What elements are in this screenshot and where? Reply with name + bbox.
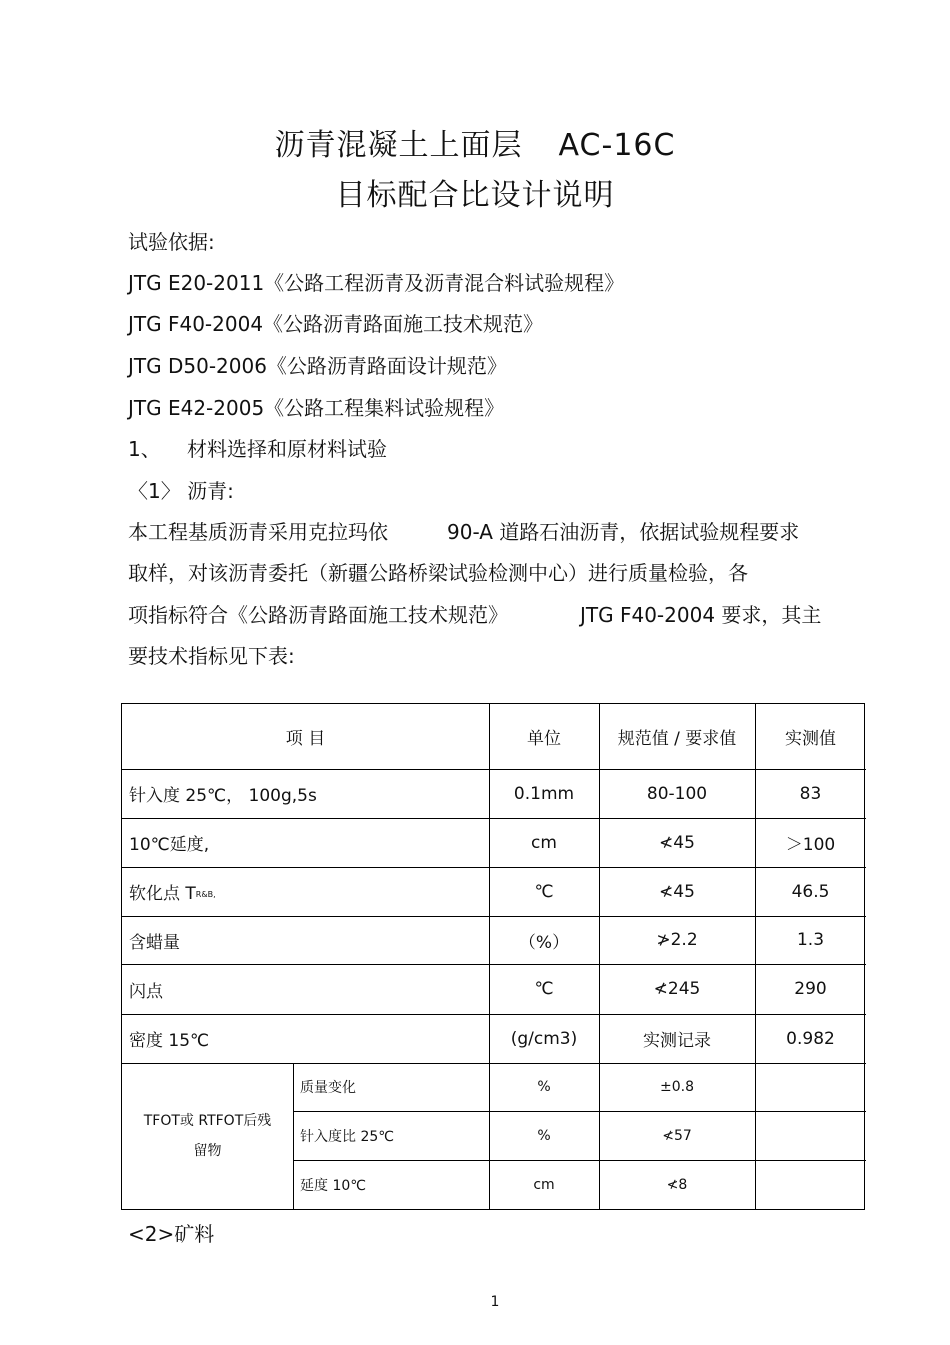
title-main: 沥青混凝土上面层 bbox=[274, 128, 523, 163]
section-number: 1、 bbox=[128, 437, 161, 461]
row-measured: ＞100 bbox=[785, 835, 836, 855]
section-title: 材料选择和原材料试验 bbox=[187, 437, 387, 461]
row-spec: ±0.8 bbox=[660, 1079, 694, 1095]
standard-item: JTG E42-2005《公路工程集料试验规程》 bbox=[128, 396, 505, 420]
basis-heading: 试验依据: bbox=[128, 230, 215, 254]
row-item-subscript: R&B, bbox=[195, 890, 216, 899]
row-unit: （%） bbox=[518, 932, 570, 953]
asphalt-spec-table bbox=[121, 703, 865, 1210]
row-unit: ℃ bbox=[534, 881, 554, 902]
row-item: 质量变化 bbox=[300, 1080, 356, 1096]
residue-group-label-line1: TFOT或 RTFOT后残 bbox=[143, 1113, 272, 1129]
row-measured bbox=[755, 1160, 866, 1209]
row-spec: ≮45 bbox=[659, 832, 695, 853]
row-measured bbox=[755, 1063, 866, 1111]
row-item: 针入度比 25℃ bbox=[300, 1128, 394, 1145]
paragraph-line: 本工程基质沥青采用克拉玛依 bbox=[128, 520, 388, 544]
row-item: 延度 10℃ bbox=[300, 1177, 366, 1194]
row-item-text: 软化点 T bbox=[129, 884, 196, 904]
asphalt-heading: 〈1〉 沥青: bbox=[128, 479, 234, 503]
row-item: 闪点 bbox=[129, 981, 163, 1002]
row-measured: 0.982 bbox=[786, 1028, 835, 1049]
row-measured bbox=[755, 1111, 866, 1160]
row-spec: ≮57 bbox=[662, 1127, 692, 1144]
row-item: 针入度 25℃， 100g,5s bbox=[129, 786, 317, 806]
mineral-heading: <2>矿料 bbox=[128, 1222, 215, 1246]
paragraph-line: 要技术指标见下表: bbox=[128, 644, 295, 668]
header-item: 项 目 bbox=[285, 729, 326, 749]
row-unit: cm bbox=[533, 1176, 555, 1193]
row-unit: 0.1mm bbox=[513, 783, 575, 804]
row-measured: 290 bbox=[794, 979, 827, 999]
row-measured: 46.5 bbox=[791, 881, 830, 902]
paragraph-line: 90-A 道路石油沥青，依据试验规程要求 bbox=[447, 520, 800, 544]
row-item: 含蜡量 bbox=[129, 932, 180, 953]
row-spec: ≮245 bbox=[653, 979, 701, 999]
row-item: 密度 15℃ bbox=[129, 1031, 210, 1051]
row-unit: % bbox=[537, 1079, 551, 1095]
row-unit: cm bbox=[531, 832, 557, 853]
paragraph-line: 项指标符合《公路沥青路面施工技术规范》 bbox=[128, 603, 508, 627]
document-title-line1 bbox=[0, 120, 950, 164]
row-spec: ≮8 bbox=[666, 1176, 688, 1193]
document-title-line2: 目标配合比设计说明 bbox=[335, 178, 615, 213]
header-measured: 实测值 bbox=[785, 729, 836, 749]
row-measured: 83 bbox=[799, 783, 822, 804]
row-unit: % bbox=[537, 1127, 551, 1144]
title-code: AC-16C bbox=[558, 128, 676, 163]
residue-group-label-line2: 留物 bbox=[193, 1143, 222, 1159]
header-unit: 单位 bbox=[527, 729, 561, 749]
row-unit: ℃ bbox=[534, 979, 554, 999]
row-spec: 80-100 bbox=[646, 783, 708, 804]
row-spec: ≯2.2 bbox=[656, 930, 698, 950]
paragraph-line: JTG F40-2004 要求，其主 bbox=[580, 603, 822, 627]
standard-item: JTG F40-2004《公路沥青路面施工技术规范》 bbox=[128, 312, 544, 336]
paragraph-line: 取样，对该沥青委托（新疆公路桥梁试验检测中心）进行质量检验，各 bbox=[128, 561, 748, 585]
row-spec: ≮45 bbox=[659, 881, 695, 902]
page-number: 1 bbox=[490, 1294, 500, 1310]
residue-group-label bbox=[122, 1063, 293, 1209]
row-measured: 1.3 bbox=[796, 930, 825, 950]
row-unit: (g/cm3) bbox=[510, 1028, 578, 1049]
row-item bbox=[122, 867, 489, 916]
standard-item: JTG D50-2006《公路沥青路面设计规范》 bbox=[128, 354, 507, 378]
header-spec: 规范值 / 要求值 bbox=[617, 729, 737, 749]
row-item: 10℃延度, bbox=[129, 835, 210, 855]
row-spec: 实测记录 bbox=[643, 1031, 711, 1051]
standard-item: JTG E20-2011《公路工程沥青及沥青混合料试验规程》 bbox=[128, 271, 625, 295]
